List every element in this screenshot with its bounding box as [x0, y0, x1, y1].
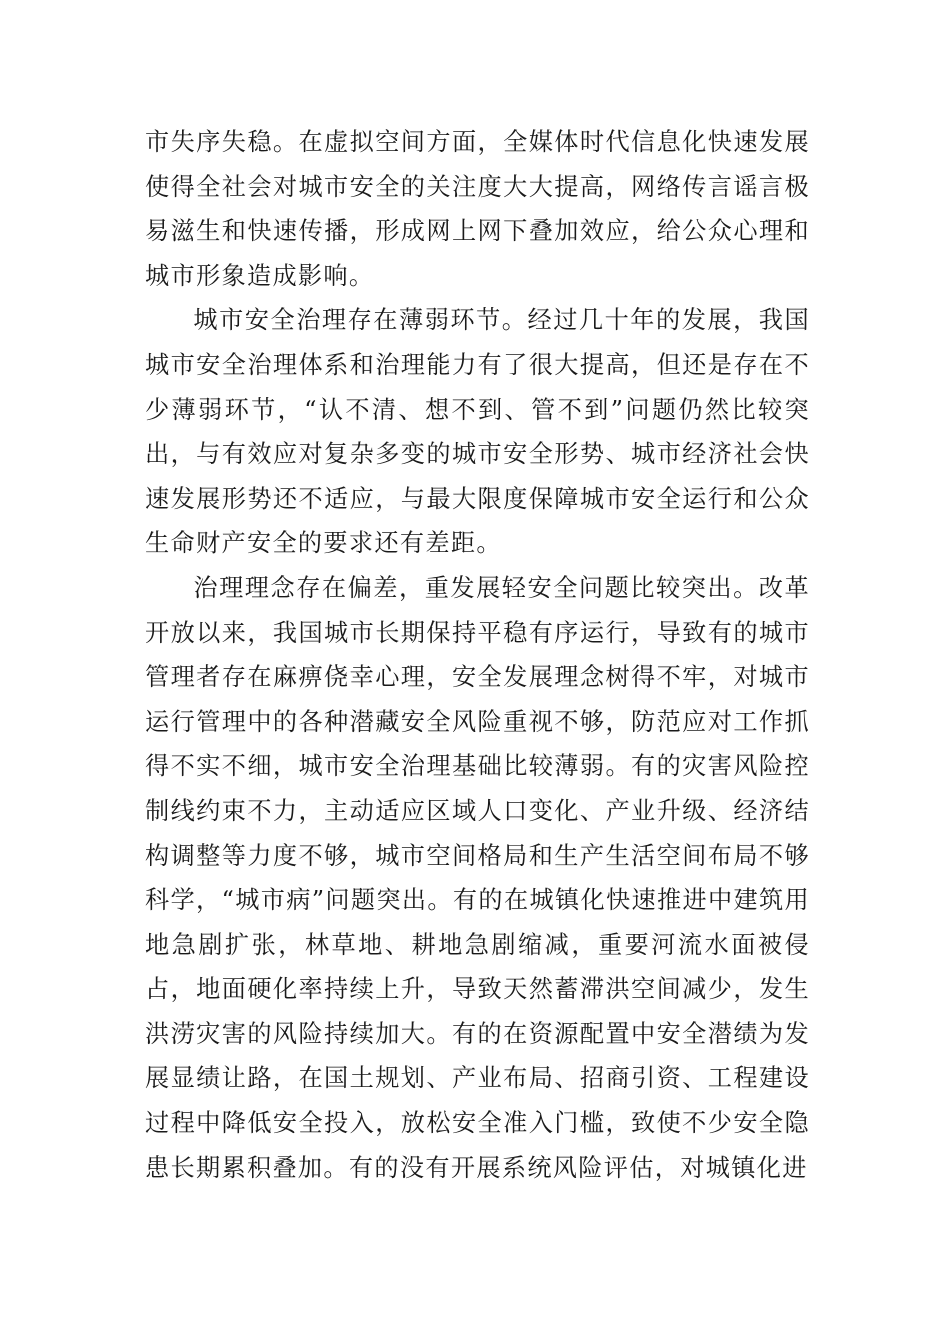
body-text	[145, 120, 810, 1190]
paragraph-1: 市失序失稳。在虚拟空间方面，全媒体时代信息化快速发展使得全社会对城市安全的关注度大大提高，网络传言谣言极易滋生和快速传播，形成网上网下叠加效应，给公众心理和城市形象造成影响。	[145, 128, 810, 290]
paragraph-3: 治理理念存在偏差，重发展轻安全问题比较突出。改革开放以来，我国城市长期保持平稳有序运行，导致有的城市管理者存在麻痹侥幸心理，安全发展理念树得不牢，对城市运行管理中的各种潜藏安全风险重视不够，防范应对工作抓得不实不细，城市安全治理基础比较薄弱。有的灾害风险控制线约束不力，主动适应区域人口变化、产业升级、经济结构调整等力度不够，城市空间格局和生产生活空间布局不够科学，“城市病”问题突出。有的在城镇化快速推进中建筑用地急剧扩张，林草地、耕地急剧缩减，重要河流水面被侵占，地面硬化率持续上升，导致天然蓄滞洪空间减少，发生洪涝灾害的风险持续加大。有的在资源配置中安全潜绩为发展显绩让路，在国土规划、产业布局、招商引资、工程建设过程中降低安全投入，放松安全准入门槛，致使不少安全隐患长期累积叠加。有的没有开展系统风险评估，对城镇化进	[145, 573, 810, 1182]
paragraph-2: 城市安全治理存在薄弱环节。经过几十年的发展，我国城市安全治理体系和治理能力有了很大提高，但还是存在不少薄弱环节，“认不清、想不到、管不到”问题仍然比较突出，与有效应对复杂多变的城市安全形势、城市经济社会快速发展形势还不适应，与最大限度保障城市安全运行和公众生命财产安全的要求还有差距。	[145, 306, 810, 558]
